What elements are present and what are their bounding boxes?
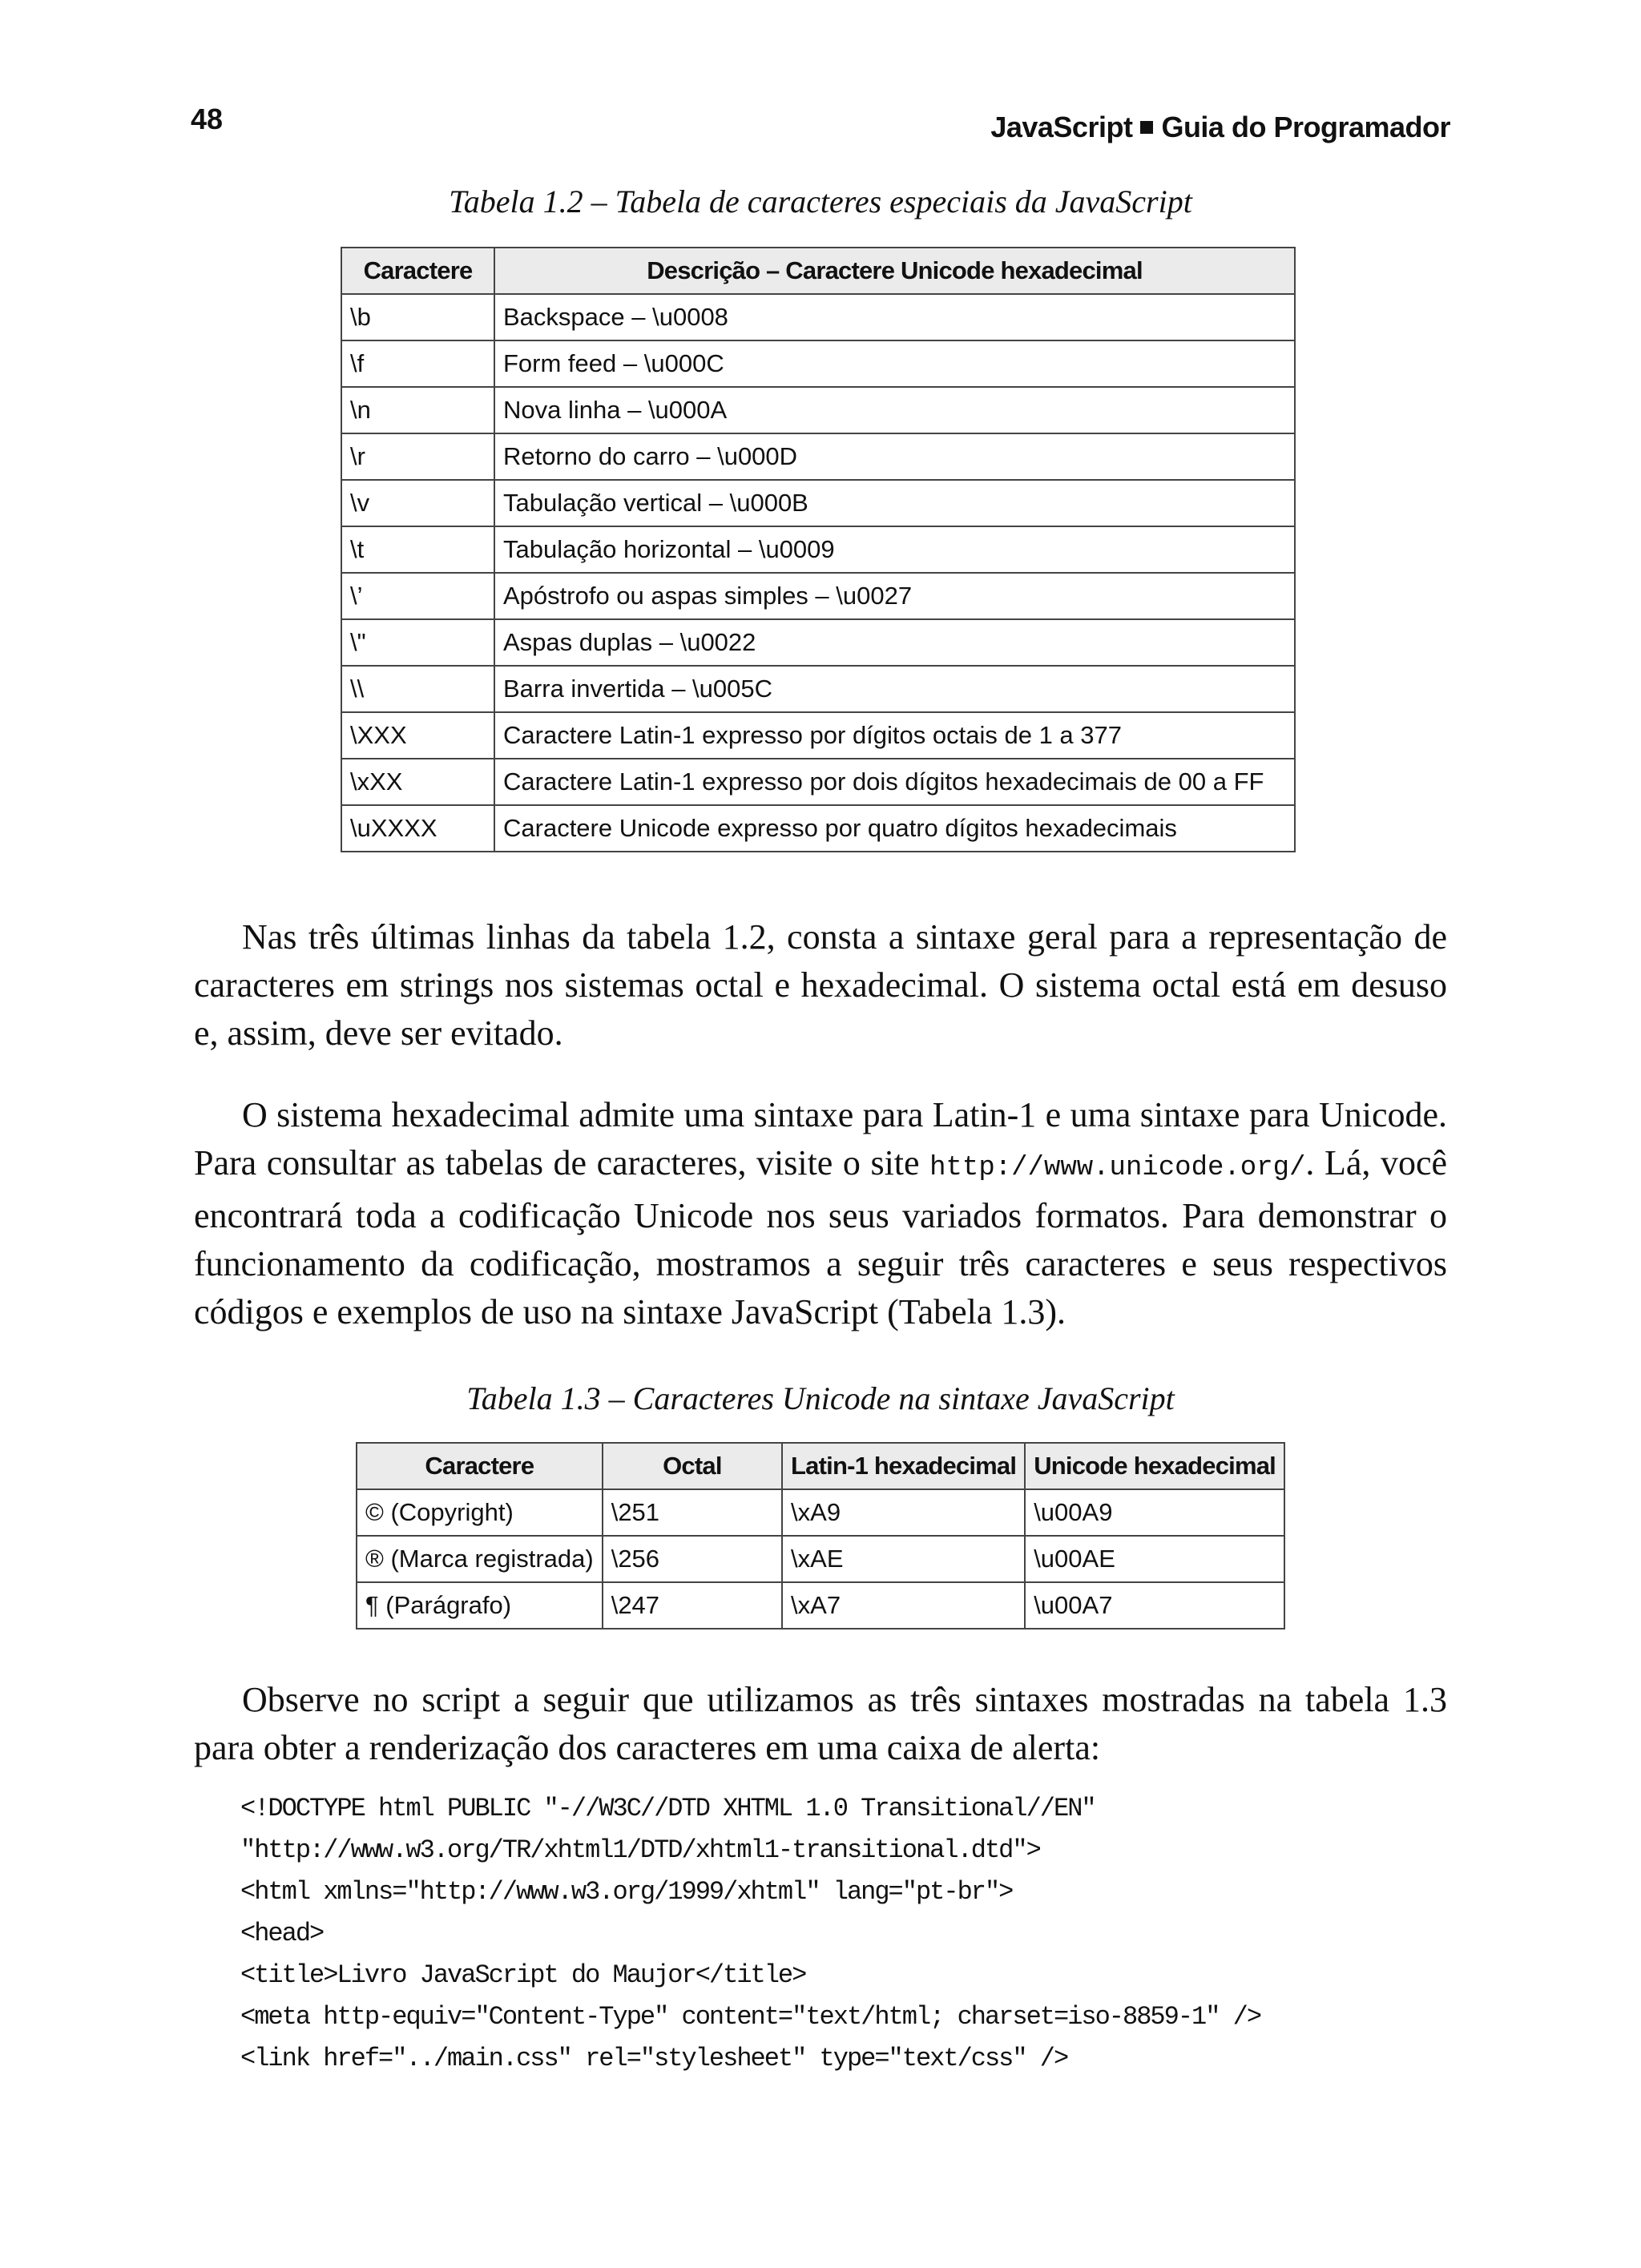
table-row: [341, 387, 1295, 433]
table-cell: \": [341, 619, 494, 666]
table-cell: \247: [603, 1582, 782, 1629]
unicode-characters-table: [356, 1442, 1285, 1629]
table-cell: \xXX: [341, 759, 494, 805]
table-cell: Retorno do carro – \u000D: [494, 433, 1295, 480]
table-cell: Caractere Unicode expresso por quatro dígitos hexadecimais: [494, 805, 1295, 852]
table-row: [341, 480, 1295, 526]
table-cell: Aspas duplas – \u0022: [494, 619, 1295, 666]
table-row: [357, 1582, 1284, 1629]
table-cell: Tabulação horizontal – \u0009: [494, 526, 1295, 573]
table-row: [341, 619, 1295, 666]
table-cell: \xA7: [782, 1582, 1025, 1629]
table-cell: \v: [341, 480, 494, 526]
table-cell: \251: [603, 1489, 782, 1536]
table-cell: Nova linha – \u000A: [494, 387, 1295, 433]
table-row: [341, 340, 1295, 387]
table-row: [341, 805, 1295, 852]
table-cell: \u00AE: [1025, 1536, 1284, 1582]
table-cell: \uXXXX: [341, 805, 494, 852]
code-line: <title>Livro JavaScript do Maujor</title>: [240, 1960, 806, 1990]
code-line: <meta http-equiv="Content-Type" content="text/html; charset=iso-8859-1" />: [240, 2002, 1261, 2032]
table-cell: Backspace – \u0008: [494, 294, 1295, 340]
book-subtitle: Guia do Programador: [1161, 111, 1450, 143]
unicode-site-url: http://www.unicode.org/: [929, 1153, 1306, 1183]
table-cell: \256: [603, 1536, 782, 1582]
table-cell: \t: [341, 526, 494, 573]
table-row: [341, 712, 1295, 759]
code-line: <!DOCTYPE html PUBLIC "-//W3C//DTD XHTML 1.0 Transitional//EN": [240, 1794, 1095, 1823]
column-header: Unicode hexadecimal: [1025, 1443, 1284, 1489]
table-cell: \u00A7: [1025, 1582, 1284, 1629]
table-cell: Form feed – \u000C: [494, 340, 1295, 387]
running-header: [990, 111, 1450, 144]
code-line: <head>: [240, 1919, 324, 1948]
column-header: Latin-1 hexadecimal: [782, 1443, 1025, 1489]
book-title: JavaScript: [990, 111, 1133, 143]
paragraph-2: [194, 1091, 1447, 1336]
table-row: [341, 759, 1295, 805]
table-row: [357, 1536, 1284, 1582]
code-line: <html xmlns="http://www.w3.org/1999/xhtml" lang="pt-br">: [240, 1877, 1013, 1907]
table-header-row: [357, 1443, 1284, 1489]
table-cell: \f: [341, 340, 494, 387]
table-1-3-caption: Tabela 1.3 – Caracteres Unicode na sintaxe JavaScript: [466, 1380, 1175, 1416]
table-row: [341, 526, 1295, 573]
table-cell: \xAE: [782, 1536, 1025, 1582]
table-cell: \n: [341, 387, 494, 433]
table-cell: ¶ (Parágrafo): [357, 1582, 603, 1629]
table-cell: Caractere Latin-1 expresso por dois dígitos hexadecimais de 00 a FF: [494, 759, 1295, 805]
table-cell: \\: [341, 666, 494, 712]
special-characters-table: [341, 247, 1296, 852]
square-bullet-icon: [1140, 121, 1153, 134]
paragraph-2-text: O sistema hexadecimal admite uma sintaxe para Latin-1 e uma sintaxe para Unicode. Para consultar as tabelas de caracteres, visite o site: [194, 1095, 1447, 1182]
column-header: Descrição – Caractere Unicode hexadecimal: [494, 248, 1295, 294]
table-cell: \’: [341, 573, 494, 619]
table-row: [341, 294, 1295, 340]
column-header: Octal: [603, 1443, 782, 1489]
paragraph-2-text-end: . Lá, você encontrará toda a codificação Unicode nos seus variados formatos. Para demonstrar o funcionamento da codificação, mostramos a seguir três caracteres e seus respectivos códigos e exemplos de uso na sintaxe JavaScript (Tabela 1.3).: [194, 1143, 1447, 1331]
table-cell: © (Copyright): [357, 1489, 603, 1536]
table-row: [357, 1489, 1284, 1536]
table-row: [341, 433, 1295, 480]
table-row: [341, 666, 1295, 712]
table-cell: Barra invertida – \u005C: [494, 666, 1295, 712]
table-cell: ® (Marca registrada): [357, 1536, 603, 1582]
table-cell: \xA9: [782, 1489, 1025, 1536]
table-cell: \XXX: [341, 712, 494, 759]
table-cell: \b: [341, 294, 494, 340]
table-header-row: [341, 248, 1295, 294]
code-listing: [240, 1788, 1260, 2080]
column-header: Caractere: [341, 248, 494, 294]
paragraph-3: Observe no script a seguir que utilizamos as três sintaxes mostradas na tabela 1.3 para obter a renderização dos caracteres em uma caixa de alerta:: [194, 1680, 1447, 1767]
column-header: Caractere: [357, 1443, 603, 1489]
table-1-2-caption: Tabela 1.2 – Tabela de caracteres especiais da JavaScript: [449, 183, 1192, 220]
code-line: "http://www.w3.org/TR/xhtml1/DTD/xhtml1-transitional.dtd">: [240, 1835, 1040, 1865]
table-cell: Tabulação vertical – \u000B: [494, 480, 1295, 526]
table-cell: Apóstrofo ou aspas simples – \u0027: [494, 573, 1295, 619]
page-number: 48: [191, 103, 224, 135]
table-cell: Caractere Latin-1 expresso por dígitos octais de 1 a 377: [494, 712, 1295, 759]
paragraph-1: Nas três últimas linhas da tabela 1.2, consta a sintaxe geral para a representação de caracteres em strings nos sistemas octal e hexadecimal. O sistema octal está em desuso e, assim, deve ser evitado.: [194, 917, 1447, 1053]
code-line: <link href="../main.css" rel="stylesheet" type="text/css" />: [240, 2044, 1068, 2073]
table-row: [341, 573, 1295, 619]
table-cell: \u00A9: [1025, 1489, 1284, 1536]
table-cell: \r: [341, 433, 494, 480]
